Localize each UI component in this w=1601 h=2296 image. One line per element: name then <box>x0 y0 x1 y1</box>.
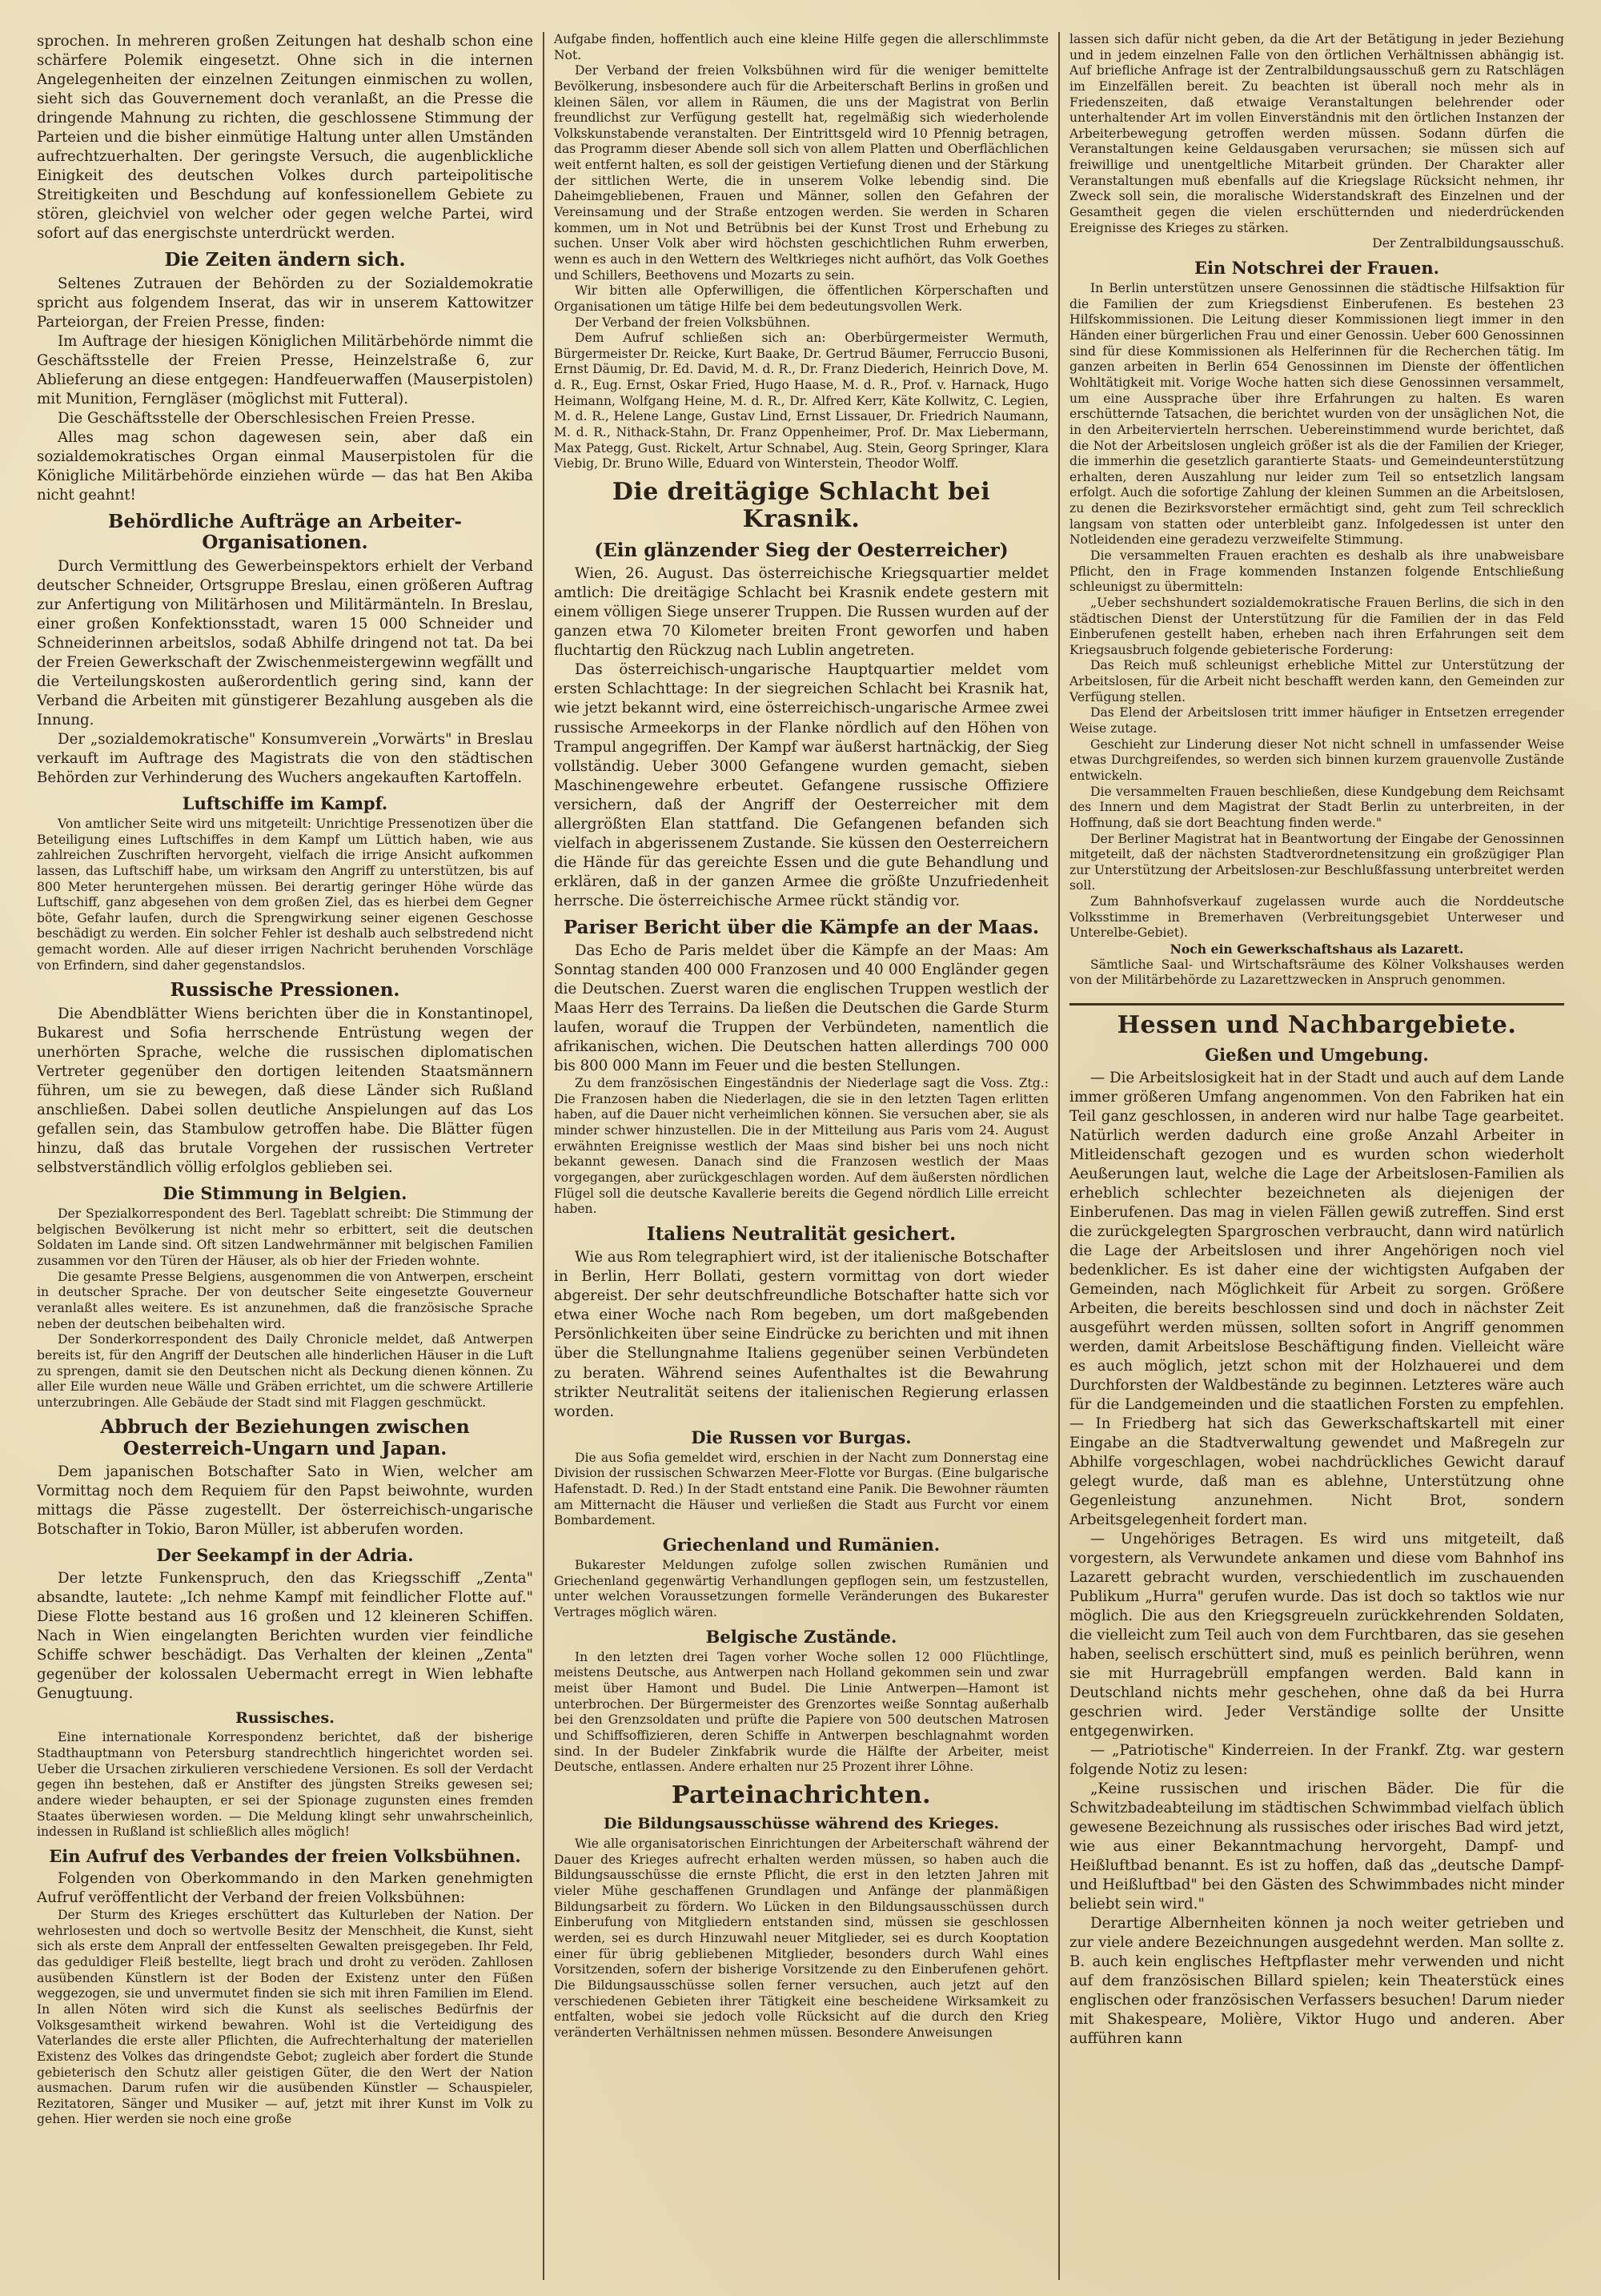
headline-bildung: Die Bildungsausschüsse während des Krieges. <box>603 1815 1000 1833</box>
headline-luftschiffe: Luftschiffe im Kampf. <box>182 793 388 813</box>
headline-abbruch: Abbruch der Beziehungen zwischen Oesterreich-Ungarn und Japan. <box>100 1416 470 1459</box>
column-1 <box>27 32 543 2280</box>
article-text: Der „sozialdemokratische" Konsumverein „Vorwärts" in Breslau verkauft im Auftrage des Magistrats die von den städtischen Behörden zur Verhinderung des Wuchers angekauften Kartoffeln. <box>37 730 533 786</box>
article-text: Der letzte Funkenspruch, den das Kriegsschiff „Zenta" absandte, lautete: „Ich nehme Kampf mit feindlicher Flotte auf." Diese Flotte bestand aus 16 großen und 12 kleineren Schiffen. Nach in Wien eingelangten Berichten wurden vier feindliche Schiffe schwer beschädigt. Das Verhalten der kleinen „Zenta" gegenüber der kolossalen Uebermacht erregt in Wien lebhafte Genugtuung. <box>37 1569 533 1702</box>
subheadline-krasnik: (Ein glänzender Sieg der Oesterreicher) <box>594 539 1009 561</box>
article-text: Die Abendblätter Wiens berichten über die in Konstantinopel, Bukarest und Sofia herrschende Entrüstung wegen der unerhörten Sprache, welche die russischen diplomatischen Vertreter gegenüber den dortigen leitenden Staatsmännern führen, um sie zu bewegen, daß diese Länder sich Rußland anschließen. Dabei sollen deutliche Anspielungen auf das Los gefallen sein, das Stambulow getroffen habe. Die Blätter fügen hinzu, daß das brutale Vorgehen der russischen Vertreter selbstverständlich völlig erfolglos geblieben sei. <box>37 1005 533 1176</box>
headline-burgas: Die Russen vor Burgas. <box>691 1427 912 1447</box>
article-text: Der Verband der freien Volksbühnen. <box>575 315 811 330</box>
article-text: Folgenden von Oberkommando in den Marken genehmigten Aufruf veröffentlicht der Verband der freien Volksbühnen: <box>37 1870 533 1907</box>
column-2 <box>543 32 1058 2280</box>
headline-giessen: Gießen und Umgebung. <box>1205 1045 1429 1066</box>
article-text: Derartige Albernheiten können ja noch weiter getrieben und zur viele andere Bezeichnungen ausgedehnt werden. Man sollte z. B. auch kein englisches Heftpflaster mehr verwenden und nicht auf dem französischen Billard spielen; kein Theaterstück eines englischen oder französischen Verfassers besuchen! Darum nieder mit Shakespeare, Molière, Viktor Hugo und anderen. Aber aufführen kann <box>1069 1915 1564 2048</box>
article-text: Die gesamte Presse Belgiens, ausgenommen die von Antwerpen, erscheint in deutscher Sprache. Der von deutscher Seite eingesetzte Gouverneur veranlaßt alles weitere. Es ist anzunehmen, daß die französische Sprache neben der deutschen beibehalten wird. <box>37 1269 533 1331</box>
section-divider <box>1069 1003 1564 1006</box>
article-text: Der Spezialkorrespondent des Berl. Tageblatt schreibt: Die Stimmung der belgischen Bevölkerung ist nicht mehr so erbittert, seit die deutschen Soldaten im Lande sind. Oft sitzen Landwehrmänner mit belgischen Familien zusammen vor den Türen der Häuser, als ob hier der Frieden wohnte. <box>37 1206 533 1269</box>
headline-griechen: Griechenland und Rumänien. <box>662 1534 941 1555</box>
article-text: Das Echo de Paris meldet über die Kämpfe an der Maas: Am Sonntag standen 400 000 Franzosen und 40 000 Engländer gegen die Deutschen. Zuerst waren die englischen Truppen westlich der Maas Herr des Terrains. Da ließen die Deutschen die Garde Sturm laufen, worauf die Truppen der Verbündeten, namentlich die afrikanischen, wichen. Die Deutschen hatten allerdings 700 000 bis 800 000 Mann im Feuer und die besten Stellungen. <box>554 942 1049 1075</box>
article-text: Der Sturm des Krieges erschüttert das Kulturleben der Nation. Der wehrlosesten und doch so wertvolle Besitz der Menschheit, die Kunst, sieht sich als erste dem Anprall der entfesselten Gewalten preisgegeben. Ihr Feld, das geduldiger Fleiß bestellte, liegt brach und droht zu veröden. Zahllosen ausübenden Künstlern ist der Boden der Existenz unter den Füßen weggezogen, sie und unvermutet finden sie sich mit ihren Familien im Elend. In allen Nöten wird sich die Kunst als seelisches Bedürfnis der Volksgesamtheit wirkend bewahren. Wohl ist die Verteidigung des Vaterlandes die erste aller Pflichten, die Aufrechterhaltung der materiellen Existenz des Volkes das dringendste Gebot; zugleich aber fordert die Stunde gebieterisch den Schutz aller geistigen Güter, die den Wert der Nation ausmachen. Darum rufen wir die ausübenden Künstler — Schauspieler, Rezitatoren, Sänger und Musiker — auf, jetzt mit ihrer Kunst im Volk zu gehen. Hier werden sie noch eine große <box>37 1908 533 2127</box>
headline-pressionen: Russische Pressionen. <box>170 979 400 1001</box>
article-text: Wie aus Rom telegraphiert wird, ist der italienische Botschafter in Berlin, Herr Bollati, gestern vormittag von dort wieder abgereist. Der sehr deutschfreundliche Botschafter hatte sich vor etwa einer Woche nach Rom begeben, um dort maßgebenden Persönlichkeiten über seine Eindrücke zu berichten und mit ihnen über die Stellungnahme Italiens gegenüber seinen Verbündeten zu beraten. Während seines Aufenthaltes ist die Bewahrung strikter Neutralität seitens der italienischen Regierung erlassen worden. <box>554 1249 1049 1420</box>
article-text: Seltenes Zutrauen der Behörden zu der Sozialdemokratie spricht aus folgendem Inserat, das wir in unserem Kattowitzer Parteiorgan, der Freien Presse, finden: <box>37 275 533 331</box>
article-text: Das Elend der Arbeitslosen tritt immer häufiger in Entsetzen erregender Weise zutage. <box>1069 705 1564 737</box>
article-text: Im Auftrage der hiesigen Königlichen Militärbehörde nimmt die Geschäftsstelle der Freien Presse, Heinzelstraße 6, zur Ablieferung an diese entgegen: Handfeuerwaffen (Mauserpistolen) mit Munition, Ferngläser (möglichst mit Futteral). <box>37 332 533 407</box>
article-text: Wie alle organisatorischen Einrichtungen der Arbeiterschaft während der Dauer des Krieges aufrecht erhalten werden müssen, so haben auch die Bildungsausschüsse die ernste Pflicht, die erst in den letzten Jahren mit vieler Mühe geschaffenen Grundlagen und Anfänge der planmäßigen Bildungsarbeit zu fördern. Wo Lücken in den Bildungsausschüssen durch Einberufung von Mitgliedern entstanden sind, müssen sie geschlossen werden, sei es durch Hinzuwahl neuer Mitglieder, sei es durch Kooptation einer für übrig gebliebenen Mitglieder, besonders durch Wahl eines Vorsitzenden, sofern der bisherige Vorsitzende zu den Einberufenen gehört. Die Bildungsausschüsse sollen ferner versuchen, auch jetzt auf den verschiedenen Gebieten ihrer Tätigkeit eine bescheidene Wirksamkeit zu entfalten, wobei sie jedoch volle Rücksicht auf die durch den Krieg veränderten Verhältnissen nehmen müssen. Besondere Anweisungen <box>554 1836 1049 2040</box>
article-text: Die aus Sofia gemeldet wird, erschien in der Nacht zum Donnerstag eine Division der russischen Schwarzen Meer-Flotte vor Burgas. (Eine bulgarische Hafenstadt. D. Red.) In der Stadt entstand eine Panik. Die Bewohner räumten am Mitternacht die Häuser und verließen die Stadt aus Furcht vor einem Bombardement. <box>554 1450 1049 1528</box>
headline-krasnik: Die dreitägige Schlacht bei Krasnik. <box>612 477 991 534</box>
article-text: Eine internationale Korrespondenz berichtet, daß der bisherige Stadthauptmann von Petersburg standrechtlich hingerichtet worden sei. Ueber die Ursachen zirkulieren verschiedene Versionen. Es soll der Verdacht gegen ihn bestehen, daß er Anstifter des jüngsten Streiks gewesen sei; andere wieder behaupten, er sei der Spionage zugunsten eines fremden Staates überwiesen worden. — Die Meldung klingt sehr unwahrscheinlich, indessen in Rußland ist schließlich alles möglich! <box>37 1730 533 1840</box>
article-text: Wien, 26. August. Das österreichische Kriegsquartier meldet amtlich: Die dreitägige Schlacht bei Krasnik endete gestern mit einem völligen Siege unserer Truppen. Die Russen wurden auf der ganzen etwa 70 Kilometer breiten Front geworfen und haben fluchtartig den Rückzug nach Lublin angetreten. <box>554 565 1049 660</box>
headline-italien: Italiens Neutralität gesichert. <box>646 1222 957 1245</box>
article-text: Durch Vermittlung des Gewerbeinspektors erhielt der Verband deutscher Schneider, Ortsgruppe Breslau, einen größeren Auftrag zur Anfertigung von Militärhosen und Militärmänteln. In Breslau, einer großen Konfektionsstadt, waren 15 000 Schneider und Schneiderinnen arbeitslos, sodaß Abhilfe dringend not tat. Da bei der Freien Gewerkschaft der Zwischenmeistergewinn wegfällt und die Verteilungskosten außerordentlich gering sind, kann der Verband die Arbeiten mit günstigerer Bezahlung ausgeben als die Innung. <box>37 557 533 729</box>
article-text: In den letzten drei Tagen vorher Woche sollen 12 000 Flüchtlinge, meistens Deutsche, aus Antwerpen nach Holland gekommen sein und zwar meist über Hamont und Budel. Die Linie Antwerpen—Hamont ist unterbrochen. Der Bürgermeister des Grenzortes weiße Sonntag außerhalb bei den Grenzsoldaten und prüfte die Papiere von 500 deutschen Matrosen und Schiffsoffizieren, deren Schiffe in Antwerpen beschlagnahmt worden sind. In der Budeler Zinkfabrik wurde die Hälfte der Arbeiter, meist Deutsche, entlassen. Andere erhalten nur 25 Prozent ihrer Löhne. <box>554 1649 1049 1775</box>
article-text: Wir bitten alle Opferwilligen, die öffentlichen Körperschaften und Organisationen um tätige Hilfe bei dem bedeutungsvollen Werk. <box>554 283 1049 314</box>
headline-pariser: Pariser Bericht über die Kämpfe an der Maas. <box>564 916 1039 938</box>
article-text: Zu dem französischen Eingeständnis der Niederlage sagt die Voss. Ztg.: Die Franzosen haben die Niederlagen, die sie in den letzten Tagen erlitten haben, auf die Dauer nicht verheimlichen können. Sie versuchen aber, sie als minder schwer hinzustellen. Die in der Mitteilung aus Paris vom 24. August erwähnten Ereignisse westlich der Maas sind bisher bei uns noch nicht bekannt gewesen. Danach sind die Franzosen westlich der Maas vorgegangen, aber zurückgeschlagen worden. Auf dem äußersten nördlichen Flügel soll die deutsche Kavallerie bereits die Gegend nördlich Lille erreicht haben. <box>554 1076 1049 1217</box>
article-text: lassen sich dafür nicht geben, da die Art der Betätigung in jeder Beziehung und in jedem einzelnen Falle von den örtlichen Verhältnissen abhängig ist. Auf briefliche Anfrage ist der Zentralbildungsausschuß gern zu Ratschlägen im Einzelfällen bereit. Zu beachten ist überall noch mehr als in Friedenszeiten, daß etwaige Veranstaltungen belehrender oder unterhaltender Art im vollen Einverständnis mit den örtlichen Instanzen der Arbeiterbewegung getroffen werden müssen. Sodann dürfen die Veranstaltungen keine Geldausgaben verursachen; sie müssen sich auf freiwillige und unentgeltliche Mitarbeit gründen. Der Charakter aller Veranstaltungen muß ebenfalls auf die Kriegslage Rücksicht nehmen, ihr Zweck soll sein, die moralische Widerstandskraft des Einzelnen und der Gesamtheit gegen die vielen erschütternden und niederdrückenden Ereignisse des Krieges zu stärken. <box>1069 32 1564 235</box>
headline-belgien: Die Stimmung in Belgien. <box>163 1182 407 1203</box>
article-signature: Der Zentralbildungsausschuß. <box>1372 236 1564 251</box>
article-text: Sämtliche Saal- und Wirtschaftsräume des Kölner Volkshauses werden von der Militärbehörde zu Lazarettzwecken in Anspruch genommen. <box>1069 957 1564 988</box>
article-text: Das österreichisch-ungarische Hauptquartier meldet vom ersten Schlachttage: In der siegreichen Schlacht bei Krasnik hat, wie jetzt bekannt wird, eine österreichisch-ungarische Armee zwei russische Armeekorps in der Flanke nördlich auf den Höhen von Trampul angegriffen. Der Kampf war äußerst hartnäckig, der Sieg vollständig. Ueber 3000 Gefangene wurden gemacht, sieben Maschinengewehre erbeutet. Gefangene russische Offiziere versichern, daß der Angriff der Oesterreicher mit dem allergrößten Elan stattfand. Die Gefangenen befanden sich vielfach in abgerissenem Zustande. Sie küssen den Oesterreichern die Hände für das gereichte Essen und die gute Behandlung und erklären, daß in der ganzen Armee die größte Unzufriedenheit herrsche. Die österreichische Armee rückt ständig vor. <box>554 661 1049 909</box>
article-text: In Berlin unterstützen unsere Genossinnen die städtische Hilfsaktion für die Familien der zum Kriegsdienst Einberufenen. Es bestehen 23 Hilfskommissionen. Die Leitung dieser Kommissionen liegt immer in den Händen einer bürgerlichen Frau und einer Genossin. Ueber 600 Genossinnen sind für diese Kommissionen als Helferinnen für die Recherchen tätig. Im ganzen arbeiten in Berlin 654 Genossinnen im Dienste der öffentlichen Wohltätigkeit mit. Vorige Woche hatten sich diese Genossinnen versammelt, um eine Aussprache über ihre Erfahrungen zu halten. Es waren erschütternde Tatsachen, die berichtet wurden von der unsäglichen Not, die in den Arbeitervierteln herrschen. Uebereinstimmend wurde berichtet, daß die Not der Arbeitslosen ungleich größer ist als die der Familien der Krieger, die immerhin die gesetzlich garantierte Staats- und Gemeindeunterstützung erhalten, deren Auszahlung nur leider zum Teil so entsetzlich langsam erfolgt. Auch die sofortige Zahlung der kleinen Summen an die Arbeitslosen, zu denen die Bezirksvorsteher ermächtigt sind, geht zum Teil schrecklich langsam von statten oder unterbleibt ganz. Infolgedessen ist unter den Notleidenden eine geradezu verzweifelte Stimmung. <box>1069 281 1564 548</box>
article-text: Der Verband der freien Volksbühnen wird für die weniger bemittelte Bevölkerung, insbesondere auch für die Arbeiterschaft Berlins in großen und kleinen Sälen, vor allem in Räumen, die uns der Magistrat von Berlin freundlichst zur Verfügung gestellt hat, regelmäßig sich wiederholende Volkskunstabende veranstalten. Der Eintrittsgeld wird 10 Pfennig betragen, das Programm dieser Abende soll sich von allem Platten und Oberflächlichen weit entfernt halten, es soll der geistigen Vertiefung dienen und der Stärkung der sittlichen Werte, die in unserem Volke lebendig sind. Die Daheimgebliebenen, Frauen und Männer, sollen den Gefahren der Vereinsamung und der Straße entzogen werden. Sie werden in Scharen kommen, um in Not und Betrübnis bei der Kunst Trost und Erhebung zu suchen. Unser Volk aber wird höchsten geschichtlichen Ruhm erwerben, wenn es auch in den Wettern des Weltkrieges nicht aufhört, das Volk Goethes und Schillers, Beethovens und Mozarts zu sein. <box>554 63 1049 283</box>
article-text: Die versammelten Frauen erachten es deshalb als ihre unabweisbare Pflicht, den in Frage kommenden Instanzen folgende Entschließung schleunigst zu übermitteln: <box>1069 548 1564 595</box>
article-text: „Keine russischen und irischen Bäder. Die für die Schwitzbadeabteilung im städtischen Schwimmbad vielfach üblich gewesene Bezeichnung als russisches oder irisches Bad wird jetzt, wie aus einer Bekanntmachung hervorgeht, Dampf- und Heißluftbad benannt. Es ist zu hoffen, daß das „deutsche Dampf- und Heißluftbad" bei den Gästen des Schwimmbades nicht minder beliebt sein wird." <box>1069 1780 1564 1913</box>
article-text: Geschieht zur Linderung dieser Not nicht schnell in umfassender Weise etwas Durchgreifendes, so werden sich binnen kurzem grauenvolle Zustände entwickeln. <box>1069 737 1564 783</box>
article-text: Alles mag schon dagewesen sein, aber daß ein sozialdemokratisches Organ einmal Mauserpistolen für die Königliche Militärbehörde einziehen würde — das hat Ben Akiba nicht geahnt! <box>37 428 533 504</box>
headline-aufruf: Ein Aufruf des Verbandes der freien Volksbühnen. <box>49 1845 521 1866</box>
headline-zeiten: Die Zeiten ändern sich. <box>164 249 406 271</box>
article-subhead: Noch ein Gewerkschaftshaus als Lazarett. <box>1170 941 1464 957</box>
headline-partei: Parteinachrichten. <box>671 1780 932 1809</box>
article-text: — „Patriotische" Kinderreien. In der Frankf. Ztg. war gestern folgende Notiz zu lesen: <box>1069 1742 1564 1779</box>
headline-auftraege: Behördliche Aufträge an Arbeiter-Organisationen. <box>108 510 462 554</box>
article-text: Der Berliner Magistrat hat in Beantwortung der Eingabe der Genossinnen mitgeteilt, daß der nächsten Stadtverordnetensitzung ein großzügiger Plan zur Unterstützung der Arbeitslosen-zur Beschlußfassung unterbreitet werden soll. <box>1069 831 1564 893</box>
article-text: — Die Arbeitslosigkeit hat in der Stadt und auch auf dem Lande immer größeren Umfang angenommen. Von den Fabriken hat ein Teil ganz geschlossen, in anderen wird nur halbe Tage gearbeitet. Natürlich werden dadurch eine große Anzahl Arbeiter in Mitleidenschaft gezogen und es wurden schon wiederholt Aeußerungen laut, welche die Lage der Arbeitslosen-Familien als erheblich schlechter bezeichneten als diejenigen der Einberufenen. Das mag in vielen Fällen gewiß zutreffen. Sind erst die zurückgelegten Spargroschen verbraucht, dann wird natürlich die Lage der Arbeitslosen und ihrer Angehörigen noch viel bedenklicher. Es ist daher eine der wichtigsten Aufgaben der Gemeinden, nach Möglichkeit für Arbeit zu sorgen. Größere Arbeiten, die bereits beschlossen sind und doch in nächster Zeit ausgeführt werden müssen, sollten sofort in Angriff genommen werden, damit Arbeitslose Beschäftigung finden. Vielleicht wäre es auch möglich, jetzt schon mit der Holzhauerei und dem Durchforsten der Waldbestände zu beginnen. Letzteres wäre auch für die Landgemeinden und die staatlichen Forsten zu empfehlen. — In Friedberg hat sich das Gewerkschaftskartell mit einer Eingabe an die Stadtverwaltung gewendet und Maßregeln zur Abhilfe vorgeschlagen, wobei nachdrückliches Gewicht darauf gelegt wurde, daß man es ablehne, Unterstützung ohne Gegenleistung anzunehmen. Nicht Brot, sondern Arbeitsgelegenheit fordert man. <box>1069 1069 1564 1528</box>
article-text: Dem japanischen Botschafter Sato in Wien, welcher am Vormittag noch dem Requiem für den Papst beiwohnte, wurden mittags die Pässe zugestellt. Der österreichisch-ungarische Botschafter in Tokio, Baron Müller, ist abberufen worden. <box>37 1463 533 1539</box>
article-text: Die versammelten Frauen beschließen, diese Kundgebung dem Reichsamt des Innern und dem Magistrat der Stadt Berlin zu unterbreiten, in der Hoffnung, daß sie dort Beachtung finden werde." <box>1069 784 1564 830</box>
article-text: Von amtlicher Seite wird uns mitgeteilt: Unrichtige Pressenotizen über die Beteiligung eines Luftschiffes in dem Kampf um Lüttich haben, wie aus zahlreichen Zuschriften hervorgeht, vielfach die irrige Ansicht aufkommen lassen, das Luftschiff habe, um wirksam den Angriff zu unterstützen, bis auf 800 Meter heruntergehen müssen. Bei derartig geringer Höhe würde das Luftschiff, ganz abgesehen von dem großen Ziel, das es hierbei dem Gegner böte, Gefahr laufen, durch die Sprengwirkung seiner eigenen Geschosse beschädigt zu werden. Ein solcher Fehler ist deshalb auch selbstredend nicht gemacht worden. Alle auf dieser irrigen Nachricht beruhenden Vorschläge von Erfindern, sind daher gegenstandslos. <box>37 817 533 973</box>
article-text: — Ungehöriges Betragen. Es wird uns mitgeteilt, daß vorgestern, als Verwundete ankamen und diese vom Bahnhof ins Lazarett gebracht wurden, verschiedentlich im zuschauenden Publikum „Hurra" gerufen wurde. Das ist doch so taktlos wie nur möglich. Die aus den Kriegsgreueln zurückkehrenden Soldaten, die vielleicht zum Teil auch von dem Furchtbaren, das sie gesehen haben, seelisch erschüttert sind, muß es peinlich berühren, wenn sie mit Hurragebrüll empfangen werden. Bald kann in Deutschland nichts mehr geschehen, ohne daß da bei Hurra geschrien wird. Jeder Verständige sollte der Unsitte entgegenwirken. <box>1069 1530 1564 1740</box>
article-text: „Ueber sechshundert sozialdemokratische Frauen Berlins, die sich in den städtischen Dienst der Unterstützung für die Familien der in das Feld Einberufenen gestellt haben, erheben nach ihren Erfahrungen seit dem Kriegsausbruch folgende gebieterische Forderung: <box>1069 595 1564 657</box>
headline-seekampf: Der Seekampf in der Adria. <box>156 1545 414 1566</box>
headline-hessen: Hessen und Nachbargebiete. <box>1117 1010 1517 1039</box>
headline-notschrei: Ein Notschrei der Frauen. <box>1194 257 1439 278</box>
article-text: Aufgabe finden, hoffentlich auch eine kleine Hilfe gegen die allerschlimmste Not. <box>554 32 1049 62</box>
article-text: Bukarester Meldungen zufolge sollen zwischen Rumänien und Griechenland gegenwärtig Verhandlungen gepflogen sein, um festzustellen, unter welchen Voraussetzungen formelle Veränderungen des Bukarester Vertrages möglich wären. <box>554 1558 1049 1620</box>
column-3 <box>1058 32 1574 2280</box>
article-text: Der Sonderkorrespondent des Daily Chronicle meldet, daß Antwerpen bereits ist, für den Angriff der Deutschen alle hinderlichen Häuser in die Luft zu sprengen, damit sie den Deutschen nicht als Deckung dienen können. Zu aller Eile wurden neue Wälle und Gräben errichtet, um die schwere Artillerie unterzubringen. Alle Gebäude der Stadt sind mit Flaggen geschmückt. <box>37 1332 533 1410</box>
headline-russisches: Russisches. <box>235 1708 335 1727</box>
article-text: Zum Bahnhofsverkauf zugelassen wurde auch die Norddeutsche Volksstimme in Bremerhaven (Verbreitungsgebiet Unterweser und Unterelbe-Gebiet). <box>1069 894 1564 941</box>
article-text: sprochen. In mehreren großen Zeitungen hat deshalb schon eine schärfere Polemik eingesetzt. Ohne sich in die internen Angelegenheiten der einzelnen Zeitungen einmischen zu wollen, sieht sich das Gouvernement doch veranlaßt, an die Presse die dringende Mahnung zu richten, die geschlossene Stimmung der Parteien und die bisher einmütige Haltung unter allen Umständen aufrechtzuerhalten. Der geringste Versuch, die augenblickliche Einigkeit des deutschen Volkes durch parteipolitische Streitigkeiten und Beschdung auf konfessionellem Gebiete zu stören, gleichviel von welcher oder gegen welche Partei, wird sofort auf das energischste unterdrückt werden. <box>37 33 533 243</box>
article-text: Die Geschäftsstelle der Oberschlesischen Freien Presse. <box>58 409 475 427</box>
article-text: Dem Aufruf schließen sich an: Oberbürgermeister Wermuth, Bürgermeister Dr. Reicke, Kurt Baake, Dr. Gertrud Bäumer, Ferruccio Busoni, Ernst Däumig, Dr. Ed. David, M. d. R., Dr. Franz Diederich, Heinrich Dove, M. d. R., Eug. Ernst, Oskar Fried, Hugo Haase, M. d. R., Prof. v. Harnack, Hugo Heimann, Wolfgang Heine, M. d. R., Dr. Alfred Kerr, Käte Kollwitz, C. Legien, M. d. R., Helene Lange, Gustav Lind, Ernst Lissauer, Dr. Friedrich Naumann, M. d. R., Nithack-Stahn, Dr. Franz Oppenheimer, Prof. Dr. Max Liebermann, Max Pategg, Gust. Rickelt, Artur Schnabel, Aug. Stein, Georg Springer, Klara Viebig, Dr. Bruno Wille, Eduard von Winterstein, Theodor Wolff. <box>554 331 1049 472</box>
article-text: Das Reich muß schleunigst erhebliche Mittel zur Unterstützung der Arbeitslosen, für die Arbeit nicht beschafft werden kann, den Gemeinden zur Verfügung stellen. <box>1069 658 1564 704</box>
headline-belgische: Belgische Zustände. <box>705 1626 897 1647</box>
